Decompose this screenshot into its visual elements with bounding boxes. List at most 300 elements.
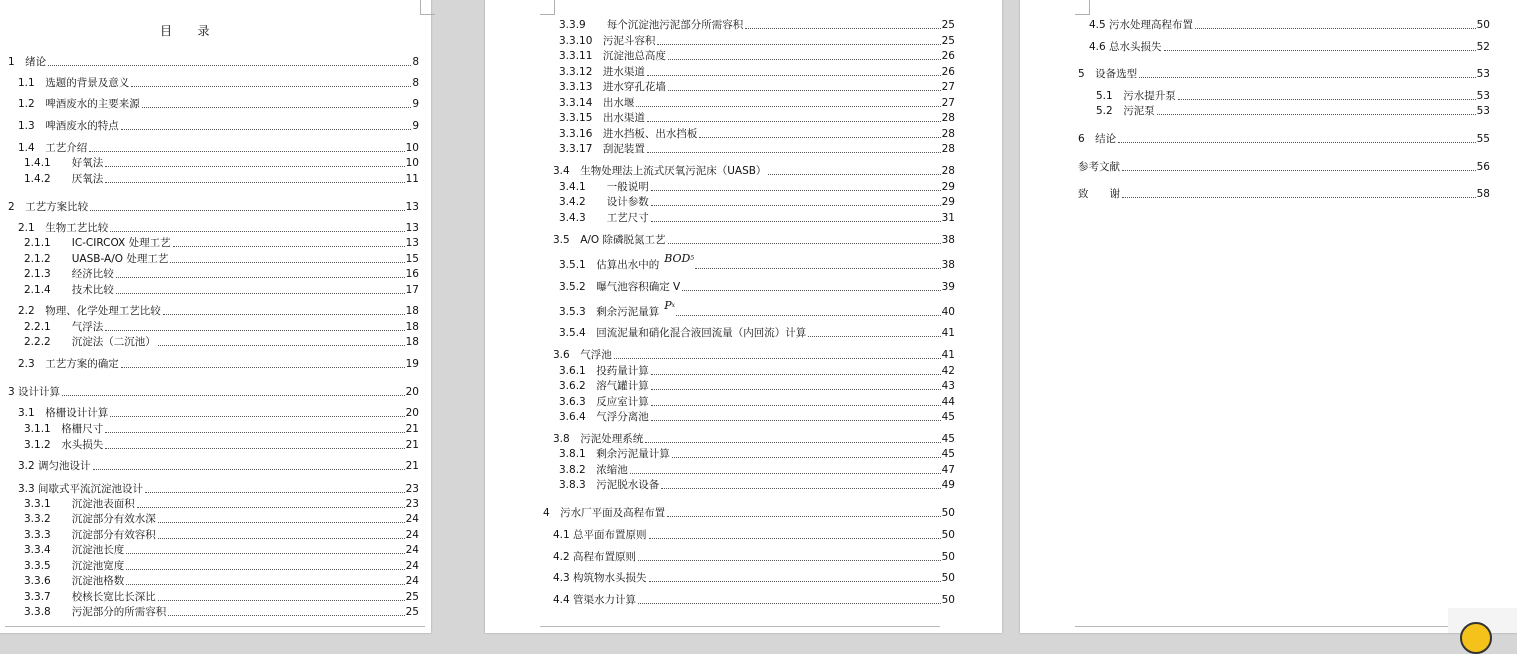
toc-entry-page-number: 20 — [405, 386, 419, 398]
avatar-icon — [1460, 622, 1492, 654]
toc-entry[interactable] — [18, 77, 419, 89]
toc-entry-formula: P — [664, 299, 672, 312]
toc-entry-page-number: 11 — [405, 173, 419, 185]
toc-entry-page-number: 56 — [1476, 161, 1490, 173]
toc-entry[interactable] — [559, 411, 955, 423]
toc-entry[interactable] — [24, 529, 419, 541]
toc-entry-label: 2.1.3 经济比较 — [24, 268, 114, 280]
toc-entry-label: 4.2 高程布置原则 — [553, 551, 637, 563]
toc-entry-label: 1.2 啤酒废水的主要来源 — [18, 98, 140, 110]
toc-entry[interactable] — [553, 433, 955, 445]
toc-entry[interactable] — [559, 299, 955, 318]
toc-leader-dots — [649, 538, 941, 539]
toc-leader-dots — [651, 389, 941, 390]
document-page-1 — [0, 0, 431, 633]
toc-entry[interactable] — [1096, 105, 1490, 117]
toc-entry-page-number: 18 — [405, 336, 419, 348]
toc-entry-label: 4.4 管渠水力计算 — [553, 594, 637, 606]
toc-leader-dots — [89, 151, 404, 152]
toc-leader-dots — [682, 290, 940, 291]
toc-entry[interactable] — [543, 507, 955, 519]
toc-entry-label: 3.5.1 估算出水中的 — [559, 259, 660, 271]
toc-entry-label: 1.1 选题的背景及意义 — [18, 77, 130, 89]
toc-entry[interactable] — [559, 81, 955, 93]
toc-leader-dots — [649, 581, 941, 582]
toc-entry[interactable] — [24, 544, 419, 556]
toc-entry-label: 3.3.9 每个沉淀池污泥部分所需容积 — [559, 19, 744, 31]
page-bottom-line — [1075, 626, 1495, 627]
toc-entry-label: 2.3 工艺方案的确定 — [18, 358, 119, 370]
toc-entry-page-number: 50 — [941, 594, 955, 606]
toc-entry[interactable] — [553, 572, 955, 584]
toc-leader-dots — [647, 75, 941, 76]
toc-entry[interactable] — [553, 165, 955, 177]
toc-leader-dots — [630, 473, 941, 474]
toc-entry[interactable] — [24, 423, 419, 435]
toc-entry-label: 5.1 污水提升泵 — [1096, 90, 1176, 102]
toc-entry-page-number: 26 — [941, 66, 955, 78]
toc-entry[interactable] — [24, 591, 419, 603]
toc-entry[interactable] — [1089, 19, 1490, 31]
toc-entry[interactable] — [1078, 188, 1490, 200]
toc-entry[interactable] — [18, 305, 419, 317]
toc-leader-dots — [647, 152, 941, 153]
page-corner-mark — [1075, 0, 1090, 15]
toc-leader-dots — [137, 507, 405, 508]
toc-entry-page-number: 38 — [941, 259, 955, 271]
toc-entry[interactable] — [559, 464, 955, 476]
toc-entry-page-number: 19 — [405, 358, 419, 370]
toc-entry-page-number: 21 — [405, 439, 419, 451]
toc-entry[interactable] — [18, 120, 419, 132]
toc-entry-label: 3.3.6 沉淀池格数 — [24, 575, 125, 587]
toc-entry-label: 3.4.1 一般说明 — [559, 181, 649, 193]
toc-leader-dots — [105, 166, 404, 167]
toc-entry[interactable] — [559, 212, 955, 224]
toc-entry-label: 3.3.7 校核长宽比长深比 — [24, 591, 156, 603]
toc-entry-page-number: 25 — [405, 591, 419, 603]
toc-entry-page-number: 31 — [941, 212, 955, 224]
toc-entry-page-number: 50 — [941, 507, 955, 519]
toc-entry-label: 3.8.3 污泥脱水设备 — [559, 479, 660, 491]
toc-entry[interactable] — [559, 143, 955, 155]
toc-entry[interactable] — [559, 66, 955, 78]
toc-entry-page-number: 50 — [941, 572, 955, 584]
toc-entry-label: 3.3.3 沉淀部分有效容积 — [24, 529, 156, 541]
page-bottom-line — [540, 626, 940, 627]
toc-entry-page-number: 21 — [405, 423, 419, 435]
toc-entry-page-number: 55 — [1476, 133, 1490, 145]
toc-entry-page-number: 58 — [1476, 188, 1490, 200]
toc-entry-page-number: 17 — [405, 284, 419, 296]
toc-entry-label: 致 谢 — [1078, 188, 1120, 200]
assistant-avatar[interactable] — [1448, 608, 1517, 633]
toc-leader-dots — [745, 28, 940, 29]
toc-entry-page-number: 24 — [405, 529, 419, 541]
toc-leader-dots — [647, 121, 941, 122]
toc-entry[interactable] — [24, 575, 419, 587]
toc-entry-label: 3.3.14 出水堰 — [559, 97, 635, 109]
toc-entry-label: 1.3 啤酒废水的特点 — [18, 120, 119, 132]
toc-entry-page-number: 38 — [941, 234, 955, 246]
toc-entry-label: 3.8.2 浓缩池 — [559, 464, 628, 476]
toc-entry[interactable] — [553, 234, 955, 246]
toc-entry-label: 2.1.4 技术比较 — [24, 284, 114, 296]
toc-entry-page-number: 41 — [941, 349, 955, 361]
toc-entry-page-number: 53 — [1476, 105, 1490, 117]
toc-entry-page-number: 10 — [405, 157, 419, 169]
toc-entry[interactable] — [8, 56, 419, 68]
toc-entry-label: 1.4.2 厌氧法 — [24, 173, 104, 185]
toc-entry-page-number: 27 — [941, 81, 955, 93]
toc-entry-page-number: 8 — [412, 77, 419, 89]
toc-entry-page-number: 45 — [941, 448, 955, 460]
toc-entry-page-number: 39 — [941, 281, 955, 293]
toc-leader-dots — [126, 553, 404, 554]
toc-leader-dots — [158, 600, 405, 601]
toc-leader-dots — [1195, 28, 1476, 29]
toc-leader-dots — [651, 420, 941, 421]
toc-entry-label: 3.3.17 刮泥装置 — [559, 143, 645, 155]
toc-entry-page-number: 13 — [405, 237, 419, 249]
toc-entry-label: 3.2 调匀池设计 — [18, 460, 91, 472]
toc-leader-dots — [668, 90, 941, 91]
toc-entry-page-number: 23 — [405, 498, 419, 510]
toc-entry-page-number: 25 — [941, 19, 955, 31]
toc-leader-dots — [90, 210, 404, 211]
toc-entry[interactable] — [559, 281, 955, 293]
toc-leader-dots — [1178, 99, 1476, 100]
toc-entry-label: 3.4.2 设计参数 — [559, 196, 649, 208]
toc-entry[interactable] — [18, 483, 419, 495]
toc-entry-page-number: 50 — [1476, 19, 1490, 31]
toc-entry-page-number: 29 — [941, 196, 955, 208]
toc-entry[interactable] — [553, 551, 955, 563]
toc-entry-page-number: 41 — [941, 327, 955, 339]
toc-entry[interactable] — [8, 386, 419, 398]
toc-entry-label: 4 污水厂平面及高程布置 — [543, 507, 666, 519]
toc-leader-dots — [62, 395, 405, 396]
toc-entry[interactable] — [24, 606, 419, 618]
toc-leader-dots — [121, 129, 412, 130]
toc-entry-label: 1 绪论 — [8, 56, 47, 68]
toc-entry-page-number: 18 — [405, 321, 419, 333]
toc-leader-dots — [657, 44, 940, 45]
toc-leader-dots — [105, 330, 404, 331]
toc-entry-label: 3.1 格栅设计计算 — [18, 407, 109, 419]
document-page-3 — [1020, 0, 1517, 633]
toc-leader-dots — [1122, 170, 1476, 171]
toc-entry-label: 3.4 生物处理法上流式厌氧污泥床（UASB） — [553, 165, 767, 177]
toc-entry-label: 4.6 总水头损失 — [1089, 41, 1162, 53]
toc-entry[interactable] — [1096, 90, 1490, 102]
toc-entry[interactable] — [24, 321, 419, 333]
toc-entry[interactable] — [24, 253, 419, 265]
toc-entry-page-number: 9 — [412, 120, 419, 132]
toc-leader-dots — [1118, 142, 1475, 143]
toc-leader-dots — [105, 432, 404, 433]
toc-entry[interactable] — [24, 268, 419, 280]
toc-entry-page-number: 45 — [941, 411, 955, 423]
toc-entry-page-number: 24 — [405, 544, 419, 556]
toc-entry-page-number: 25 — [941, 35, 955, 47]
toc-entry-label: 3.3 间歇式平流沉淀池设计 — [18, 483, 144, 495]
toc-entry-formula-subscript: 5 — [690, 255, 695, 262]
toc-leader-dots — [163, 314, 405, 315]
toc-entry-page-number: 44 — [941, 396, 955, 408]
toc-entry[interactable] — [1078, 68, 1490, 80]
toc-entry-label: 1.4.1 好氧法 — [24, 157, 104, 169]
toc-entry-formula-subscript: x — [671, 302, 676, 309]
toc-leader-dots — [116, 293, 405, 294]
toc-entry[interactable] — [1078, 161, 1490, 173]
toc-entry[interactable] — [8, 201, 419, 213]
toc-entry[interactable] — [18, 460, 419, 472]
toc-entry[interactable] — [559, 396, 955, 408]
toc-entry[interactable] — [24, 439, 419, 451]
toc-entry-page-number: 53 — [1476, 90, 1490, 102]
toc-entry[interactable] — [18, 358, 419, 370]
toc-entry-page-number: 10 — [405, 142, 419, 154]
toc-entry-label: 2.2.1 气浮法 — [24, 321, 104, 333]
toc-entry-label: 3.3.11 沉淀池总高度 — [559, 50, 666, 62]
toc-entry[interactable] — [24, 498, 419, 510]
toc-entry[interactable] — [559, 97, 955, 109]
toc-entry-label: 3.3.2 沉淀部分有效水深 — [24, 513, 156, 525]
toc-entry-page-number: 49 — [941, 479, 955, 491]
toc-leader-dots — [116, 277, 405, 278]
toc-entry[interactable] — [559, 112, 955, 124]
toc-leader-dots — [695, 268, 940, 269]
toc-entry[interactable] — [24, 157, 419, 169]
toc-entry-page-number: 24 — [405, 560, 419, 572]
toc-entry-label: 3.1.1 格栅尺寸 — [24, 423, 104, 435]
toc-leader-dots — [1157, 114, 1476, 115]
toc-entry[interactable] — [24, 237, 419, 249]
toc-entry-label: 3.5 A/O 除磷脱氮工艺 — [553, 234, 666, 246]
document-page-2 — [485, 0, 1002, 633]
toc-entry[interactable] — [553, 529, 955, 541]
toc-leader-dots — [768, 174, 940, 175]
toc-entry-label: 3.5.2 曝气池容积确定 V — [559, 281, 681, 293]
toc-entry-label: 5.2 污泥泵 — [1096, 105, 1155, 117]
toc-entry-label: 3.3.12 进水渠道 — [559, 66, 645, 78]
toc-entry[interactable] — [559, 252, 955, 271]
toc-leader-dots — [661, 488, 940, 489]
toc-entry-page-number: 15 — [405, 253, 419, 265]
toc-entry[interactable] — [1078, 133, 1490, 145]
toc-leader-dots — [131, 86, 411, 87]
toc-leader-dots — [636, 106, 940, 107]
toc-entry-label: 5 设备选型 — [1078, 68, 1138, 80]
toc-entry[interactable] — [24, 513, 419, 525]
toc-entry[interactable] — [559, 128, 955, 140]
toc-entry-page-number: 8 — [412, 56, 419, 68]
toc-entry-label: 3.3.1 沉淀池表面积 — [24, 498, 135, 510]
toc-entry-label: 4.5 污水处理高程布置 — [1089, 19, 1194, 31]
toc-entry-label: 4.3 构筑物水头损失 — [553, 572, 647, 584]
toc-entry[interactable] — [559, 181, 955, 193]
toc-entry-page-number: 42 — [941, 365, 955, 377]
toc-entry-page-number: 45 — [941, 433, 955, 445]
page-corner-mark — [420, 0, 435, 15]
toc-leader-dots — [93, 469, 405, 470]
toc-leader-dots — [142, 107, 412, 108]
toc-entry[interactable] — [24, 560, 419, 572]
toc-entry-page-number: 23 — [405, 483, 419, 495]
toc-entry[interactable] — [559, 365, 955, 377]
toc-entry-page-number: 29 — [941, 181, 955, 193]
toc-entry-page-number: 24 — [405, 575, 419, 587]
toc-leader-dots — [638, 603, 941, 604]
toc-entry[interactable] — [1089, 41, 1490, 53]
toc-entry-label: 3.5.4 回流泥量和硝化混合液回流量（内回流）计算 — [559, 327, 807, 339]
toc-entry[interactable] — [559, 35, 955, 47]
toc-entry-page-number: 13 — [405, 222, 419, 234]
toc-entry-page-number: 43 — [941, 380, 955, 392]
toc-entry-page-number: 9 — [412, 98, 419, 110]
toc-entry-label: 1.4 工艺介绍 — [18, 142, 88, 154]
toc-entry-page-number: 21 — [405, 460, 419, 472]
toc-leader-dots — [667, 516, 940, 517]
toc-entry-label: 2.2.2 沉淀法（二沉池） — [24, 336, 156, 348]
toc-leader-dots — [158, 345, 405, 346]
toc-entry-page-number: 18 — [405, 305, 419, 317]
toc-entry-formula: BOD — [664, 252, 691, 265]
toc-entry-page-number: 50 — [941, 529, 955, 541]
toc-entry[interactable] — [559, 448, 955, 460]
toc-leader-dots — [110, 416, 404, 417]
toc-leader-dots — [651, 205, 941, 206]
toc-entry-page-number: 16 — [405, 268, 419, 280]
toc-leader-dots — [676, 315, 941, 316]
page-corner-mark — [540, 0, 555, 15]
toc-leader-dots — [158, 522, 405, 523]
toc-entry-label: 3.3.4 沉淀池长度 — [24, 544, 125, 556]
toc-entry-label: 3.8.1 剩余污泥量计算 — [559, 448, 670, 460]
toc-entry-page-number: 20 — [405, 407, 419, 419]
toc-leader-dots — [699, 137, 940, 138]
toc-entry-page-number: 28 — [941, 143, 955, 155]
toc-entry-page-number: 53 — [1476, 68, 1490, 80]
toc-entry[interactable] — [559, 196, 955, 208]
toc-entry-label: 2.2 物理、化学处理工艺比较 — [18, 305, 161, 317]
toc-entry-label: 2.1.2 UASB-A/O 处理工艺 — [24, 253, 169, 265]
toc-title: 目 录 — [160, 24, 211, 38]
toc-entry[interactable] — [18, 98, 419, 110]
toc-entry-label: 2.1.1 IC-CIRCOX 处理工艺 — [24, 237, 171, 249]
toc-leader-dots — [105, 182, 404, 183]
toc-leader-dots — [668, 59, 941, 60]
toc-entry[interactable] — [553, 594, 955, 606]
toc-entry-label: 4.1 总平面布置原则 — [553, 529, 647, 541]
toc-entry[interactable] — [559, 50, 955, 62]
toc-entry[interactable] — [24, 336, 419, 348]
toc-entry-label: 3.6 气浮池 — [553, 349, 612, 361]
toc-leader-dots — [672, 457, 941, 458]
toc-entry-label: 3.6.3 反应室计算 — [559, 396, 649, 408]
toc-entry-label: 6 结论 — [1078, 133, 1117, 145]
toc-entry-label: 3.3.10 污泥斗容积 — [559, 35, 656, 47]
toc-entry-page-number: 50 — [941, 551, 955, 563]
toc-leader-dots — [638, 560, 941, 561]
toc-entry-label: 2.1 生物工艺比较 — [18, 222, 109, 234]
toc-leader-dots — [1122, 197, 1476, 198]
toc-entry-label: 3 设计计算 — [8, 386, 61, 398]
toc-leader-dots — [614, 358, 941, 359]
toc-leader-dots — [110, 231, 404, 232]
toc-entry[interactable] — [553, 349, 955, 361]
toc-entry-page-number: 26 — [941, 50, 955, 62]
toc-leader-dots — [126, 569, 404, 570]
toc-leader-dots — [168, 615, 404, 616]
toc-entry-label: 3.3.15 出水渠道 — [559, 112, 645, 124]
toc-entry-label: 3.4.3 工艺尺寸 — [559, 212, 649, 224]
toc-entry-page-number: 27 — [941, 97, 955, 109]
toc-entry[interactable] — [24, 284, 419, 296]
toc-leader-dots — [121, 367, 405, 368]
toc-entry-label: 3.3.16 进水挡板、出水挡板 — [559, 128, 698, 140]
toc-entry-label: 3.6.1 投药量计算 — [559, 365, 649, 377]
toc-entry[interactable] — [559, 479, 955, 491]
toc-leader-dots — [158, 538, 405, 539]
toc-entry[interactable] — [24, 173, 419, 185]
toc-leader-dots — [1139, 77, 1475, 78]
toc-entry[interactable] — [18, 222, 419, 234]
toc-entry-label: 3.3.5 沉淀池宽度 — [24, 560, 125, 572]
toc-leader-dots — [105, 448, 404, 449]
toc-entry-page-number: 28 — [941, 128, 955, 140]
toc-leader-dots — [651, 190, 941, 191]
toc-entry[interactable] — [18, 142, 419, 154]
toc-entry[interactable] — [559, 327, 955, 339]
toc-entry-page-number: 13 — [405, 201, 419, 213]
toc-entry-label: 3.6.4 气浮分离池 — [559, 411, 649, 423]
toc-entry-page-number: 28 — [941, 165, 955, 177]
toc-leader-dots — [1164, 50, 1476, 51]
toc-leader-dots — [651, 405, 941, 406]
toc-entry-page-number: 24 — [405, 513, 419, 525]
toc-leader-dots — [173, 246, 405, 247]
toc-leader-dots — [645, 442, 940, 443]
toc-entry-label: 3.3.8 污泥部分的所需容积 — [24, 606, 167, 618]
toc-entry-label: 参考文献 — [1078, 161, 1120, 173]
toc-entry-page-number: 47 — [941, 464, 955, 476]
toc-leader-dots — [170, 262, 404, 263]
toc-entry[interactable] — [559, 380, 955, 392]
toc-entry-label: 2 工艺方案比较 — [8, 201, 89, 213]
toc-entry-page-number: 28 — [941, 112, 955, 124]
toc-entry[interactable] — [18, 407, 419, 419]
toc-leader-dots — [651, 374, 941, 375]
toc-entry-label: 3.8 污泥处理系统 — [553, 433, 644, 445]
toc-leader-dots — [126, 584, 404, 585]
toc-leader-dots — [651, 221, 941, 222]
toc-leader-dots — [48, 65, 411, 66]
toc-entry[interactable] — [559, 19, 955, 31]
toc-entry-label: 3.6.2 溶气罐计算 — [559, 380, 649, 392]
page-bottom-line — [5, 626, 425, 627]
toc-leader-dots — [668, 243, 941, 244]
toc-entry-page-number: 25 — [405, 606, 419, 618]
toc-entry-label: 3.3.13 进水穿孔花墙 — [559, 81, 666, 93]
toc-entry-label: 3.5.3 剩余污泥量算 — [559, 306, 660, 318]
toc-leader-dots — [808, 336, 940, 337]
toc-entry-page-number: 40 — [941, 306, 955, 318]
toc-entry-page-number: 52 — [1476, 41, 1490, 53]
toc-entry-label: 3.1.2 水头损失 — [24, 439, 104, 451]
toc-leader-dots — [145, 492, 405, 493]
